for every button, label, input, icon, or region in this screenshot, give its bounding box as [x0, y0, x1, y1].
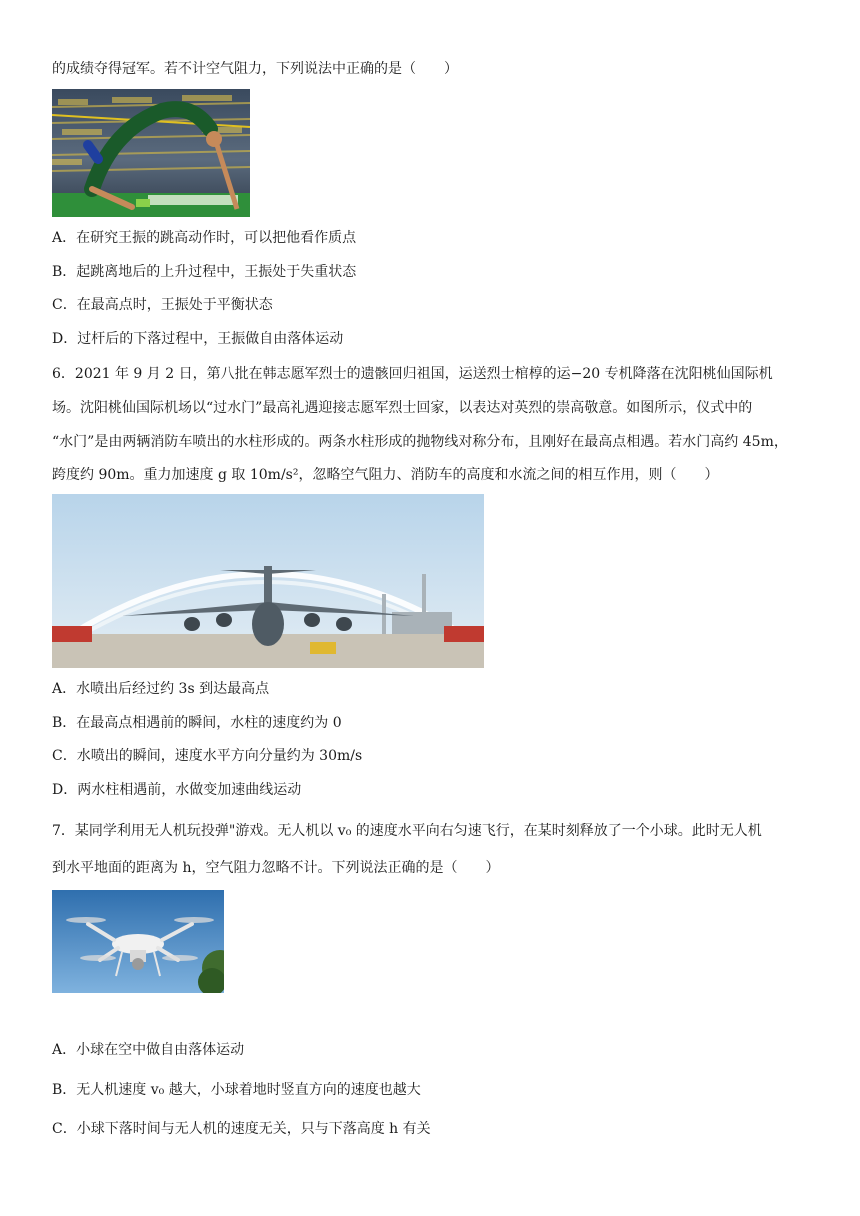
q6-stem-line-2: 场。沈阳桃仙国际机场以“过水门”最高礼遇迎接志愿军烈士回家，以表达对英烈的崇高敬意。如图所示，仪式中的: [52, 400, 753, 416]
q6-option-c[interactable]: C．水喷出的瞬间，速度水平方向分量约为 30m/s: [52, 748, 363, 764]
q6-option-a[interactable]: A．水喷出后经过约 3s 到达最高点: [52, 681, 270, 697]
q6-stem-line-1: 6．2021 年 9 月 2 日，第八批在韩志愿军烈士的遗骸回归祖国，运送烈士棺椁的运−20 专机降落在沈阳桃仙国际机: [52, 366, 773, 382]
q7-stem-line-1: 7．某同学利用无人机玩投弹"游戏。无人机以 v₀ 的速度水平向右匀速飞行，在某时刻释放了一个小球。此时无人机: [52, 823, 762, 839]
q7-stem-line-2: 到水平地面的距离为 h，空气阻力忽略不计。下列说法正确的是（ ）: [52, 860, 500, 876]
q5-option-d[interactable]: D．过杆后的下落过程中，王振做自由落体运动: [52, 331, 344, 347]
q7-option-b[interactable]: B．无人机速度 v₀ 越大，小球着地时竖直方向的速度也越大: [52, 1082, 421, 1098]
q6-stem-line-3: “水门”是由两辆消防车喷出的水柱形成的。两条水柱形成的抛物线对称分布，且刚好在最高点相遇。若水门高约 45m，: [52, 434, 788, 450]
q6-stem-line-4: 跨度约 90m。重力加速度 g 取 10m/s²，忽略空气阻力、消防车的高度和水流之间的相互作用，则（ ）: [52, 467, 719, 483]
q7-option-c[interactable]: C．小球下落时间与无人机的速度无关，只与下落高度 h 有关: [52, 1121, 431, 1137]
q6-option-d[interactable]: D．两水柱相遇前，水做变加速曲线运动: [52, 782, 302, 798]
q7-option-a[interactable]: A．小球在空中做自由落体运动: [52, 1042, 245, 1058]
drone-photo: [52, 890, 224, 993]
water-gate-photo: [52, 494, 484, 668]
q5-option-c[interactable]: C．在最高点时，王振处于平衡状态: [52, 297, 273, 313]
q5-option-a[interactable]: A．在研究王振的跳高动作时，可以把他看作质点: [52, 230, 357, 246]
q6-option-b[interactable]: B．在最高点相遇前的瞬间，水柱的速度约为 0: [52, 715, 342, 731]
high-jump-photo: [52, 89, 250, 217]
q5-stem-tail: 的成绩夺得冠军。若不计空气阻力，下列说法中正确的是（ ）: [52, 61, 458, 77]
q5-option-b[interactable]: B．起跳离地后的上升过程中，王振处于失重状态: [52, 264, 357, 280]
